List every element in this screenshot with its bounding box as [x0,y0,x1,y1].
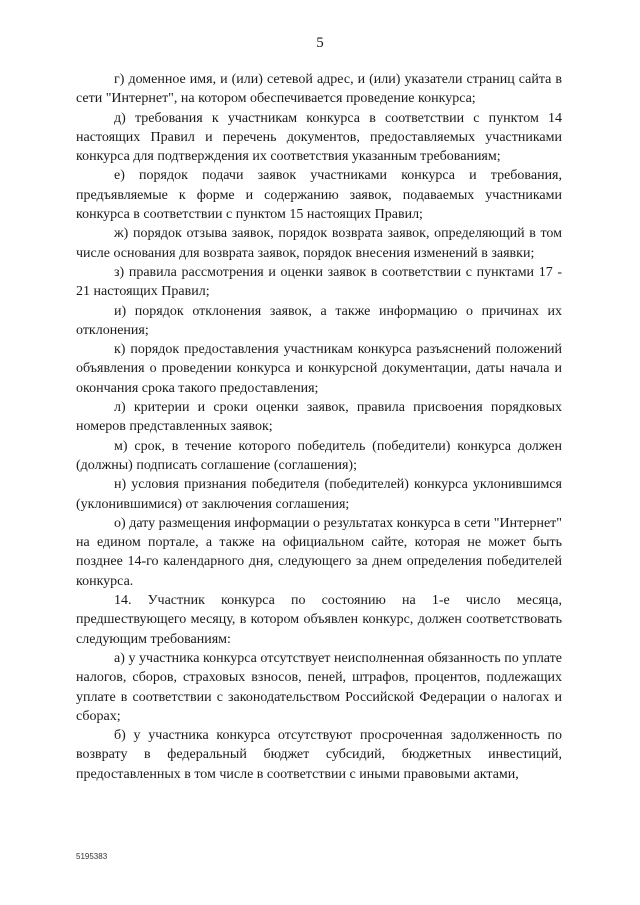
paragraph-14: 14. Участник конкурса по состоянию на 1-е число месяца, предшествующего месяцу, в котором объявлен конкурс, должен соответствовать следующим требованиям: [76,593,562,647]
paragraph-d: д) требования к участникам конкурса в соответствии с пунктом 14 настоящих Правил и перечень документов, предоставляемых участниками конкурса для подтверждения их соответствия указанным требованиям; [76,110,562,165]
paragraph-i: и) порядок отклонения заявок, а также информацию о причинах их отклонения; [76,303,562,338]
paragraph-n: н) условия признания победителя (победителей) конкурса уклонившимся (уклонившимися) от заключения соглашения; [76,477,562,512]
paragraph-o: о) дату размещения информации о результатах конкурса в сети "Интернет" на едином портале, а также на официальном сайте, которая не может быть позднее 14-го календарного дня, следующего за днем определения победителей конкурса. [76,515,562,589]
paragraph-m: м) срок, в течение которого победитель (победители) конкурса должен (должны) подписать соглашение (соглашения); [76,438,562,473]
document-body [76,70,562,784]
paragraph-l: л) критерии и сроки оценки заявок, правила присвоения порядковых номеров представленных заявок; [76,400,562,435]
paragraph-z: з) правила рассмотрения и оценки заявок в соответствии с пунктами 17 - 21 настоящих Правил; [76,264,562,300]
paragraph-b: б) у участника конкурса отсутствуют просроченная задолженность по возврату в федеральный бюджет субсидий, бюджетных инвестиций, предоставленных в том числе в соответствии с иными правовыми актами, [76,728,562,782]
paragraph-zh: ж) порядок отзыва заявок, порядок возврата заявок, определяющий в том числе основания для возврата заявок, порядок внесения изменений в заявки; [76,226,562,261]
paragraph-a: а) у участника конкурса отсутствует неисполненная обязанность по уплате налогов, сборов, страховых взносов, пеней, штрафов, процентов, подлежащих уплате в соответствии с законодательством Российской Федерации о налогах и сборах; [76,650,562,724]
paragraph-e: е) порядок подачи заявок участниками конкурса и требования, предъявляемые к форме и содержанию заявок, подаваемых участниками конкурса в соответствии с пунктом 15 настоящих Правил; [76,168,562,223]
page-number: 5 [316,35,324,51]
paragraph-g: г) доменное имя, и (или) сетевой адрес, и (или) указатели страниц сайта в сети "Интернет", на котором обеспечивается проведение конкурса; [76,72,562,107]
paragraph-k: к) порядок предоставления участникам конкурса разъяснений положений объявления о проведении конкурса и конкурсной документации, даты начала и окончания срока такого предоставления; [76,342,562,396]
document-id: 5195383 [76,852,108,861]
